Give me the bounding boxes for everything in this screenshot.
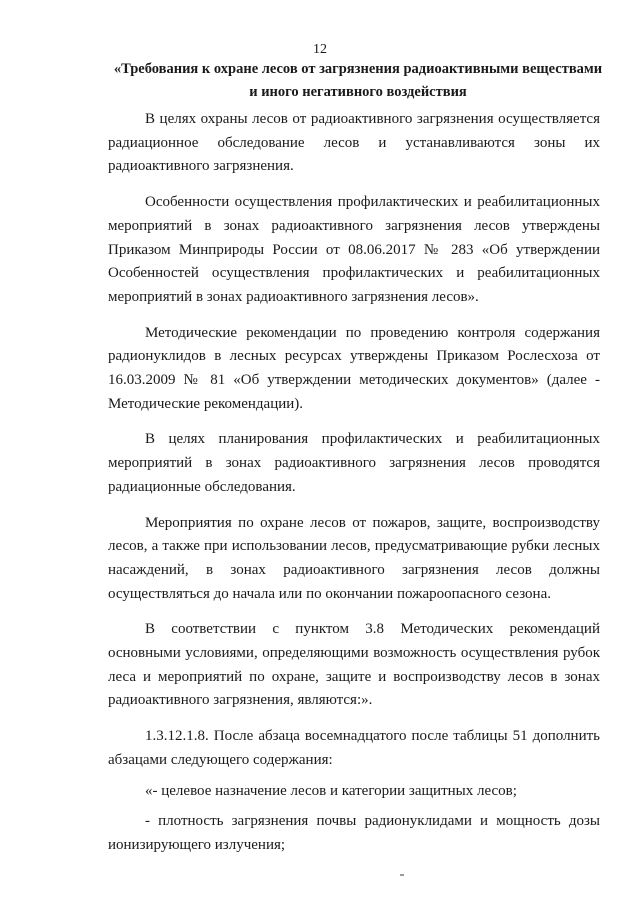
paragraph: В целях планирования профилактических и реабилитационных мероприятий в зонах радиоактивного загрязнения лесов проводятся радиационные обследования. bbox=[108, 431, 600, 495]
paragraph: В соответствии с пунктом 3.8 Методических рекомендаций основными условиями, определяющими возможность осуществления рубок леса и мероприятий по охране, защите и воспроизводству лесов в зонах радиоактивного загрязнения, являются:». bbox=[108, 621, 600, 709]
paragraph: Методические рекомендации по проведению контроля содержания радионуклидов в лесных ресурсах утверждены Приказом Рослесхоза от 16.03.2009 № 81 «Об утверждении методических документов» (далее - Методические рекомендации). bbox=[108, 324, 600, 412]
page-number: 12 bbox=[313, 42, 327, 57]
document-body bbox=[108, 108, 600, 870]
paragraph: 1.3.12.1.8. После абзаца восемнадцатого после таблицы 51 дополнить абзацами следующего содержания: bbox=[108, 728, 600, 768]
paragraph: «- целевое назначение лесов и категории защитных лесов; bbox=[145, 782, 517, 799]
paragraph: Мероприятия по охране лесов от пожаров, защите, воспроизводству лесов, а также при использовании лесов, предусматривающие рубки лесных насаждений, в зонах радиоактивного загрязнения лесов должны осуществляться до начала или по окончании пожароопасного сезона. bbox=[108, 514, 600, 602]
scan-mark bbox=[400, 874, 404, 876]
section-heading: «Требования к охране лесов от загрязнения радиоактивными веществами и иного негативного воздействия bbox=[113, 61, 603, 100]
paragraph: - плотность загрязнения почвы радионуклидами и мощность дозы ионизирующего излучения; bbox=[108, 813, 600, 853]
paragraph: В целях охраны лесов от радиоактивного загрязнения осуществляется радиационное обследование лесов и устанавливаются зоны их радиоактивного загрязнения. bbox=[108, 111, 600, 175]
paragraph: Особенности осуществления профилактических и реабилитационных мероприятий в зонах радиоактивного загрязнения лесов утверждены Приказом Минприроды России от 08.06.2017 № 283 «Об утверждении Особенностей осуществления профилактических и реабилитационных мероприятий в зонах радиоактивного загрязнения лесов». bbox=[108, 194, 600, 305]
